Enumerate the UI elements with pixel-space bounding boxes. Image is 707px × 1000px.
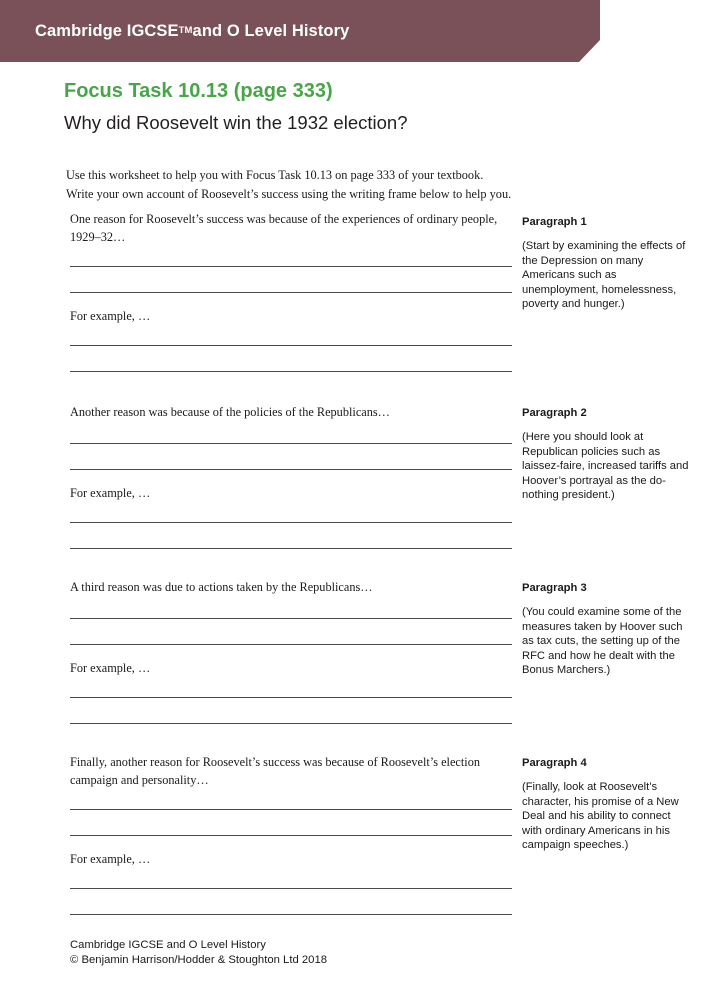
paragraph-guidance-note: (Finally, look at Roosevelt’s character, his promise of a New Deal and his ability to connect with ordinary Americans in his campaign speeches.) bbox=[522, 781, 679, 852]
paragraph-guidance-note: (Start by examining the effects of the Depression on many Americans such as unemployment, homelessness, poverty and hunger.) bbox=[522, 240, 686, 311]
paragraph-label: Paragraph 1 bbox=[522, 216, 587, 228]
section-prompt: Another reason was because of the policies of the Republicans… bbox=[70, 405, 390, 419]
section-left-column bbox=[70, 210, 512, 372]
intro-line-2: Write your own account of Roosevelt’s success using the writing frame below to help you. bbox=[66, 187, 512, 201]
spacer bbox=[70, 421, 512, 443]
writing-rule-line[interactable] bbox=[70, 723, 512, 724]
section-left-column bbox=[70, 753, 512, 915]
footer-line-2: © Benjamin Harrison/Hodder & Stoughton Ltd 2018 bbox=[70, 954, 328, 966]
for-example-label: For example, … bbox=[70, 486, 151, 500]
spacer bbox=[70, 889, 512, 914]
spacer bbox=[70, 346, 512, 371]
spacer bbox=[70, 470, 512, 484]
spacer bbox=[70, 325, 512, 345]
section-annotation-column bbox=[522, 407, 690, 503]
spacer bbox=[70, 868, 512, 888]
spacer bbox=[70, 789, 512, 809]
spacer bbox=[70, 596, 512, 618]
spacer bbox=[70, 293, 512, 307]
focus-task-heading: Focus Task 10.13 (page 333) bbox=[64, 80, 333, 102]
footer-line-1: Cambridge IGCSE and O Level History bbox=[70, 939, 266, 951]
writing-rule-line[interactable] bbox=[70, 371, 512, 372]
section-prompt: Finally, another reason for Roosevelt’s success was because of Roosevelt’s election campaign and personality… bbox=[70, 755, 481, 787]
paragraph-guidance-note: (Here you should look at Republican policies such as laissez-faire, increased tariffs and Hoover’s portrayal as the do-nothing president.) bbox=[522, 431, 689, 502]
page-footer bbox=[70, 938, 530, 968]
spacer bbox=[70, 267, 512, 292]
spacer bbox=[70, 836, 512, 850]
for-example-label: For example, … bbox=[70, 309, 151, 323]
question-heading: Why did Roosevelt win the 1932 election? bbox=[64, 112, 408, 133]
section-left-column bbox=[70, 578, 512, 724]
spacer bbox=[70, 645, 512, 659]
intro-text bbox=[66, 166, 516, 204]
intro-line-1: Use this worksheet to help you with Focus Task 10.13 on page 333 of your textbook. bbox=[66, 168, 484, 182]
spacer bbox=[70, 698, 512, 723]
paragraph-guidance-note: (You could examine some of the measures taken by Hoover such as tax cuts, the setting up of the RFC and how he dealt with the Bonus Marchers.) bbox=[522, 606, 683, 677]
paragraph-label: Paragraph 4 bbox=[522, 757, 587, 769]
for-example-label: For example, … bbox=[70, 661, 151, 675]
spacer bbox=[70, 444, 512, 469]
writing-rule-line[interactable] bbox=[70, 548, 512, 549]
spacer bbox=[70, 619, 512, 644]
section-annotation-column bbox=[522, 757, 690, 853]
brand-title-suffix: and O Level History bbox=[192, 21, 350, 40]
section-annotation-column bbox=[522, 582, 690, 678]
for-example-label: For example, … bbox=[70, 852, 151, 866]
section-annotation-column bbox=[522, 216, 690, 312]
section-prompt: A third reason was due to actions taken by the Republicans… bbox=[70, 580, 373, 594]
paragraph-label: Paragraph 2 bbox=[522, 407, 587, 419]
brand-title-prefix: Cambridge IGCSE bbox=[35, 21, 179, 40]
spacer bbox=[70, 502, 512, 522]
section-prompt: One reason for Roosevelt’s success was because of the experiences of ordinary people, 1929–32… bbox=[70, 212, 498, 244]
spacer bbox=[70, 523, 512, 548]
writing-rule-line[interactable] bbox=[70, 914, 512, 915]
paragraph-label: Paragraph 3 bbox=[522, 582, 587, 594]
spacer bbox=[70, 677, 512, 697]
spacer bbox=[70, 810, 512, 835]
brand-title: Cambridge IGCSE TM and O Level History bbox=[35, 21, 350, 40]
spacer bbox=[70, 246, 512, 266]
section-left-column bbox=[70, 403, 512, 549]
